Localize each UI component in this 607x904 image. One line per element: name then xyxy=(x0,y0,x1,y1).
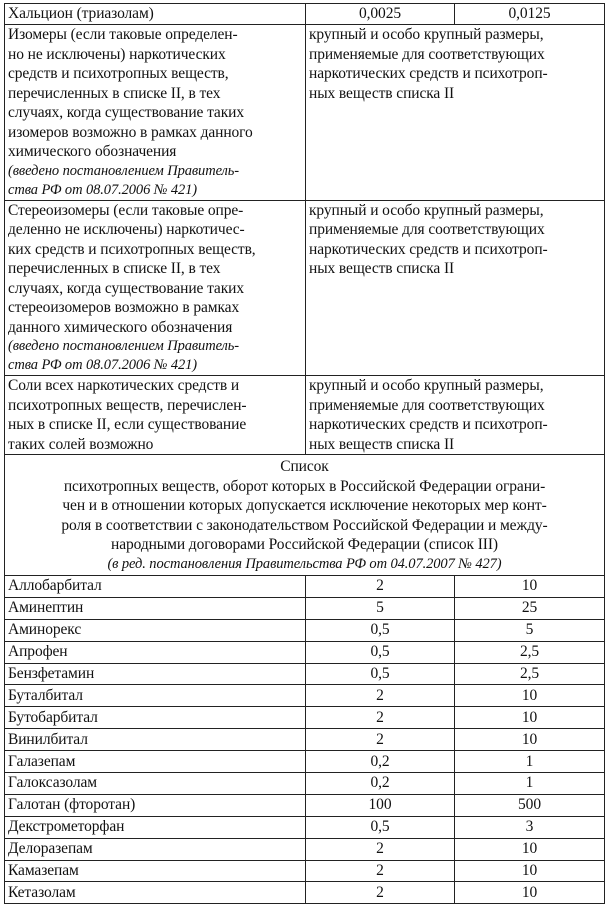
value-very-large: 10 xyxy=(455,729,605,751)
value-very-large: 2,5 xyxy=(455,663,605,685)
description-line: деленно не исключены) наркотичес- xyxy=(8,221,245,238)
substance-name: Буталбитал xyxy=(5,685,306,707)
section-text-line: народными договорами Российской Федерации (список III) xyxy=(111,536,498,553)
description-line: Соли всех наркотических средств и xyxy=(8,377,240,394)
table-row xyxy=(5,882,605,904)
substance-name: Бензфетамин xyxy=(5,663,306,685)
description-line: данного химического обозначения xyxy=(8,318,233,336)
substance-name: Камазепам xyxy=(5,860,306,882)
table-row-block xyxy=(5,25,605,201)
value-very-large: 25 xyxy=(455,597,605,619)
amendment-note: (введено постановлением Правитель- xyxy=(8,162,240,179)
description-line: случаях, когда существование таких xyxy=(8,279,244,297)
description-line: средств и психотропных веществ, xyxy=(8,65,229,82)
description-line: стереоизомеров возможно в рамках xyxy=(8,299,240,316)
table-row xyxy=(5,729,605,751)
description-line: Изомеры (если таковые определен- xyxy=(8,26,238,43)
value-large: 0,5 xyxy=(306,663,455,685)
table-row-block xyxy=(5,200,605,376)
value-large: 2 xyxy=(306,838,455,860)
value-very-large: 10 xyxy=(455,882,605,904)
table-row xyxy=(5,4,605,25)
substance-name: Делоразепам xyxy=(5,838,306,860)
description-line: перечисленных в списке II, в тех xyxy=(8,260,221,277)
table-row xyxy=(5,751,605,773)
amendment-note: (введено постановлением Правитель- xyxy=(8,338,240,354)
size-line: наркотических средств и психотроп- xyxy=(309,416,548,433)
value-very-large: 10 xyxy=(455,685,605,707)
value-large: 2 xyxy=(306,882,455,904)
value-large: 2 xyxy=(306,685,455,707)
size-line: ных веществ списка II xyxy=(309,84,455,102)
value-very-large: 10 xyxy=(455,707,605,729)
value-very-large: 500 xyxy=(455,794,605,816)
value-large: 100 xyxy=(306,794,455,816)
substance-name: Апрофен xyxy=(5,641,306,663)
value-large: 0,0025 xyxy=(306,4,455,25)
document-page xyxy=(4,3,604,904)
section-text-line: чен и в отношении которых допускается исключение некоторых мер конт- xyxy=(62,497,547,514)
description-line: но не исключены) наркотических xyxy=(8,45,226,63)
value-large: 2 xyxy=(306,860,455,882)
size-line: применяемые для соответствующих xyxy=(309,396,545,414)
value-large: 0,2 xyxy=(306,751,455,773)
substance-name: Аминорекс xyxy=(5,619,306,641)
size-line: применяемые для соответствующих xyxy=(309,45,545,63)
substance-description xyxy=(5,200,306,376)
substances-table xyxy=(4,3,605,904)
section-text-line: психотропных веществ, оборот которых в Российской Федерации ограни- xyxy=(63,477,546,495)
value-very-large: 1 xyxy=(455,773,605,795)
value-very-large: 3 xyxy=(455,816,605,838)
substance-name: Галоксазолам xyxy=(5,773,306,795)
table-row xyxy=(5,773,605,795)
section-text-line: роля в соответствии с законодательством Российской Федерации и между- xyxy=(61,516,548,534)
description-line: случаях, когда существование таких xyxy=(8,104,244,121)
substance-name: Винилбитал xyxy=(5,729,306,751)
table-row xyxy=(5,619,605,641)
table-row xyxy=(5,794,605,816)
description-line: ких средств и психотропных веществ, xyxy=(8,240,256,258)
table-row xyxy=(5,816,605,838)
value-very-large: 5 xyxy=(455,619,605,641)
section-title: Список xyxy=(280,458,329,475)
value-very-large: 1 xyxy=(455,751,605,773)
size-line: ных веществ списка II xyxy=(309,260,455,277)
description-line: изомеров возможно в рамках данного xyxy=(8,123,253,141)
value-very-large: 10 xyxy=(455,576,605,598)
size-description xyxy=(306,376,605,455)
value-large: 0,5 xyxy=(306,619,455,641)
substance-name: Кетазолам xyxy=(5,882,306,904)
description-line: ных в списке II, если существование xyxy=(8,416,247,433)
substance-name: Галотан (фторотан) xyxy=(5,794,306,816)
description-line: перечисленных в списке II, в тех xyxy=(8,84,221,102)
table-row xyxy=(5,860,605,882)
table-row-block xyxy=(5,376,605,455)
substance-description xyxy=(5,25,306,201)
section-heading-row xyxy=(5,455,605,576)
substance-name: Хальцион (триазолам) xyxy=(5,4,306,25)
value-large: 2 xyxy=(306,707,455,729)
section-amendment: (в ред. постановления Правительства РФ от 04.07.2007 № 427) xyxy=(107,555,502,572)
substance-description xyxy=(5,376,306,455)
substance-name: Декстрометорфан xyxy=(5,816,306,838)
section-heading xyxy=(5,455,605,576)
size-line: крупный и особо крупный размеры, xyxy=(309,201,544,219)
table-row xyxy=(5,641,605,663)
value-large: 2 xyxy=(306,729,455,751)
size-description xyxy=(306,200,605,376)
size-line: наркотических средств и психотроп- xyxy=(309,240,548,258)
amendment-note: ства РФ от 08.07.2006 № 421) xyxy=(8,357,198,373)
description-line: психотропных веществ, перечислен- xyxy=(8,396,247,414)
description-line: Стереоизомеры (если таковые опре- xyxy=(8,201,244,219)
value-very-large: 2,5 xyxy=(455,641,605,663)
table-row xyxy=(5,685,605,707)
size-line: наркотических средств и психотроп- xyxy=(309,65,548,82)
substance-name: Галазепам xyxy=(5,751,306,773)
size-description xyxy=(306,25,605,201)
table-row xyxy=(5,663,605,685)
value-large: 2 xyxy=(306,576,455,598)
size-line: крупный и особо крупный размеры, xyxy=(309,377,544,394)
size-line: применяемые для соответствующих xyxy=(309,221,545,238)
substance-name: Аллобарбитал xyxy=(5,576,306,598)
amendment-note: ства РФ от 08.07.2006 № 421) xyxy=(8,181,198,198)
table-row xyxy=(5,576,605,598)
table-row xyxy=(5,597,605,619)
size-line: ных веществ списка II xyxy=(309,435,455,453)
value-large: 0,2 xyxy=(306,773,455,795)
substance-name: Аминептин xyxy=(5,597,306,619)
value-large: 0,5 xyxy=(306,641,455,663)
table-row xyxy=(5,838,605,860)
value-very-large: 10 xyxy=(455,860,605,882)
value-very-large: 0,0125 xyxy=(455,4,605,25)
size-line: крупный и особо крупный размеры, xyxy=(309,26,544,43)
table-row xyxy=(5,707,605,729)
value-large: 0,5 xyxy=(306,816,455,838)
description-line: химического обозначения xyxy=(8,143,177,160)
substance-name: Бутобарбитал xyxy=(5,707,306,729)
value-large: 5 xyxy=(306,597,455,619)
description-line: таких солей возможно xyxy=(8,435,154,453)
value-very-large: 10 xyxy=(455,838,605,860)
